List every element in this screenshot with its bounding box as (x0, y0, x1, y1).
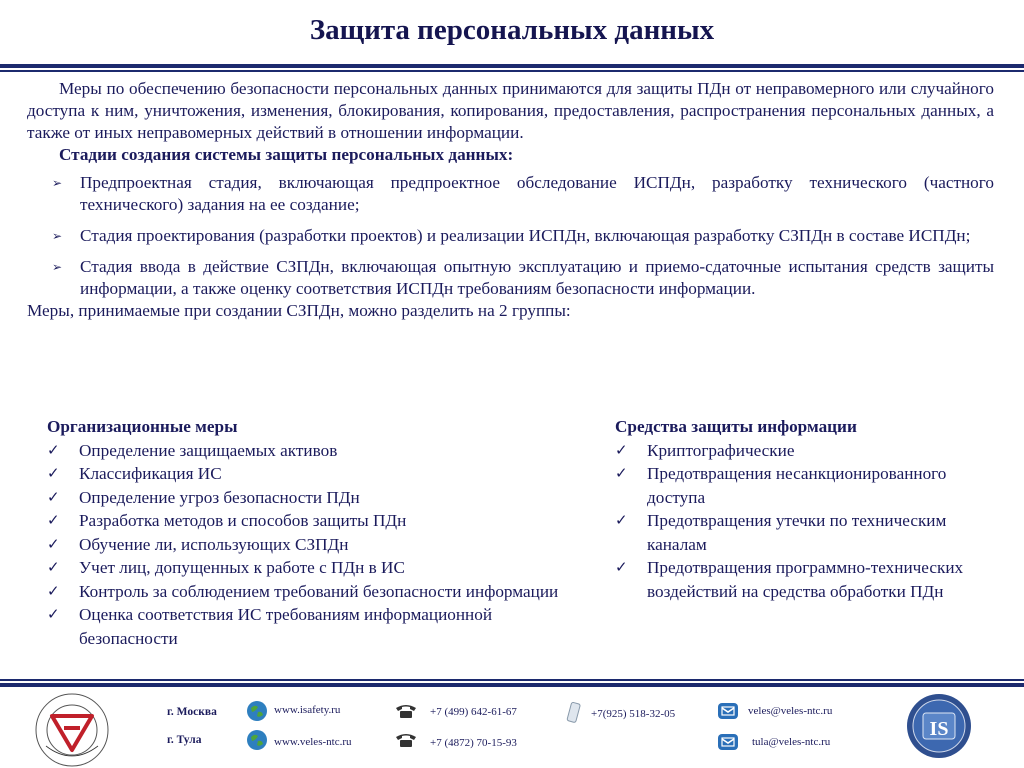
email-tula[interactable]: tula@veles-ntc.ru (752, 736, 831, 748)
phone-icon (395, 703, 417, 719)
svg-text:IS: IS (929, 718, 949, 740)
stages-heading: Стадии создания системы защиты персональных данных: (59, 145, 514, 164)
list-item: ✓ Предотвращения утечки по техническим каналам (615, 511, 947, 554)
protection-means-heading: Средства защиты информации (615, 417, 857, 436)
list-item: ✓ Разработка методов и способов защиты ПДн (47, 509, 567, 533)
email-moscow[interactable]: veles@veles-ntc.ru (748, 705, 833, 717)
org-measures-list (47, 439, 567, 651)
checkmark-icon: ✓ (615, 440, 628, 459)
checkmark-icon: ✓ (47, 605, 60, 623)
arrow-bullet-icon: ➢ (52, 176, 63, 190)
checkmark-icon: ✓ (47, 440, 60, 459)
checkmark-icon: ✓ (47, 581, 60, 600)
checkmark-icon: ✓ (47, 558, 60, 576)
website-link-tula[interactable]: www.veles-ntc.ru (274, 736, 352, 748)
bottom-divider (0, 679, 1024, 689)
list-item: ✓ Контроль за соблюдением требований безопасности информации (47, 580, 567, 604)
intro-paragraph: Меры по обеспечению безопасности персональных данных принимаются для защиты ПДн от неправомерного или случайного доступа к ним, уничтожения, изменения, блокирования, копирования, предоставления, распространения персональных данных, а также от иных неправомерных действий в отношении информации. (27, 79, 994, 142)
list-item: ➢ Стадия ввода в действие СЗПДн, включающая опытную эксплуатацию и приемо-сдаточные испытания средств защиты информации, а также оценку соответствия ИСПДн требованиям безопасности информации. (52, 257, 994, 298)
protection-means-list (615, 439, 995, 604)
list-item: ✓ Криптографические (615, 439, 995, 463)
checkmark-icon: ✓ (615, 558, 628, 576)
list-item: ✓ Предотвращения несанкционированного доступа (615, 464, 947, 507)
list-item: ✓ Учет лиц, допущенных к работе с ПДн в ИС (47, 556, 567, 580)
checkmark-icon: ✓ (47, 511, 60, 529)
phone-icon (395, 732, 417, 748)
main-content (27, 78, 994, 322)
list-item: ➢ Предпроектная стадия, включающая предпроектное обследование ИСПДн, разработку технического (частного технического) задания на ее создание; (52, 173, 994, 214)
checkmark-icon: ✓ (47, 464, 60, 482)
arrow-bullet-icon: ➢ (52, 260, 63, 274)
list-item: ✓ Предотвращения программно-технических воздействий на средства обработки ПДн (615, 558, 964, 601)
protection-means-column (615, 415, 995, 603)
groups-intro: Меры, принимаемые при создании СЗПДн, можно разделить на 2 группы: (27, 301, 571, 320)
footer (0, 690, 1024, 768)
list-item: ✓ Обучение ли, использующих СЗПДн (47, 533, 567, 557)
arrow-bullet-icon: ➢ (52, 229, 63, 243)
globe-icon (246, 729, 268, 751)
list-item: ➢ Стадия проектирования (разработки проектов) и реализации ИСПДн, включающая разработку СЗПДн в составе ИСПДн; (52, 226, 971, 245)
top-divider (0, 64, 1024, 74)
information-safety-logo-icon (906, 693, 972, 759)
phone-moscow: +7 (499) 642-61-67 (430, 706, 517, 718)
list-item: ✓ Классификация ИС (47, 462, 567, 486)
website-link-moscow[interactable]: www.isafety.ru (274, 704, 341, 716)
stages-list (27, 172, 994, 300)
mobile-phone-icon (565, 702, 583, 724)
city-tula: г. Тула (167, 734, 202, 746)
checkmark-icon: ✓ (615, 511, 628, 529)
veles-logo-icon (34, 692, 110, 768)
checkmark-icon: ✓ (47, 487, 60, 506)
checkmark-icon: ✓ (615, 464, 628, 482)
phone-tula: +7 (4872) 70-15-93 (430, 737, 517, 749)
org-measures-column (47, 415, 567, 650)
email-icon (718, 734, 738, 750)
page-title: Защита персональных данных (309, 14, 715, 46)
list-item: ✓ Определение угроз безопасности ПДн (47, 486, 567, 510)
city-moscow: г. Москва (167, 706, 217, 718)
list-item: ✓ Оценка соответствия ИС требованиям информационной безопасности (47, 605, 493, 648)
list-item: ✓ Определение защищаемых активов (47, 439, 567, 463)
mobile-phone: +7(925) 518-32-05 (591, 708, 676, 720)
org-measures-heading: Организационные меры (47, 417, 238, 436)
globe-icon (246, 700, 268, 722)
checkmark-icon: ✓ (47, 534, 60, 553)
email-icon (718, 703, 738, 719)
